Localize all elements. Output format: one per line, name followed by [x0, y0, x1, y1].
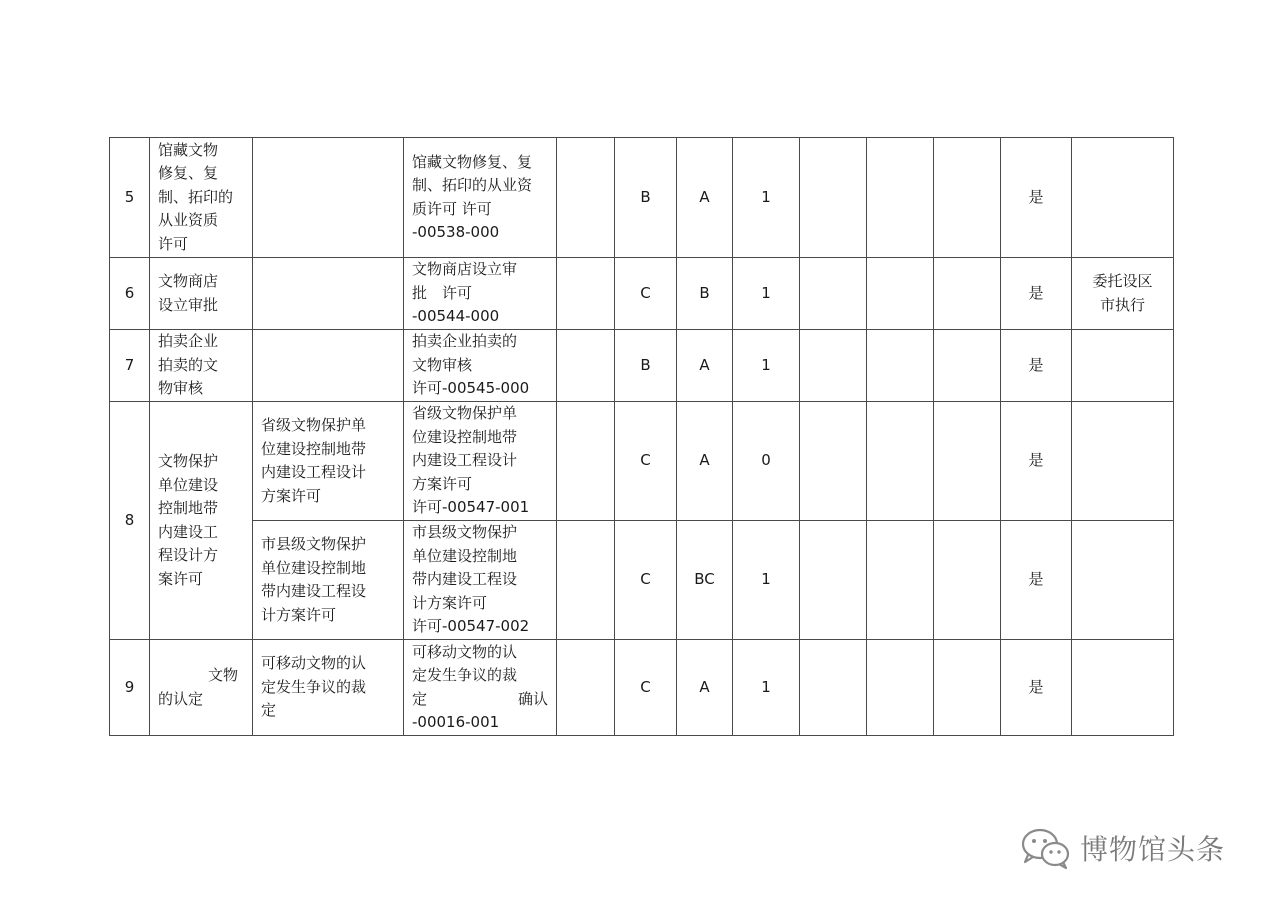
cell-remarks [1072, 640, 1174, 736]
row-number: 7 [110, 330, 150, 402]
cell-k [934, 330, 1001, 402]
cell-j [867, 402, 934, 521]
wechat-icon [1020, 826, 1072, 870]
cell-i [800, 330, 867, 402]
cell-i [800, 402, 867, 521]
cell-f: C [615, 521, 677, 640]
cell-l: 是 [1001, 258, 1072, 330]
cell-f: C [615, 640, 677, 736]
table-row [110, 640, 1174, 736]
cell-j [867, 138, 934, 258]
license-code: 拍卖企业拍卖的 文物审核 许可-00545-000 [404, 330, 557, 402]
cell-j [867, 330, 934, 402]
cell-remarks [1072, 330, 1174, 402]
cell-l: 是 [1001, 521, 1072, 640]
cell-k [934, 258, 1001, 330]
item-name-line1: 文物 [208, 666, 239, 684]
license-code-line2: 定发生争议的裁 [412, 666, 518, 684]
cell-k [934, 640, 1001, 736]
table-row [110, 330, 1174, 402]
sub-item [253, 138, 404, 258]
cell-h: 0 [733, 402, 800, 521]
cell-e [557, 138, 615, 258]
cell-f: C [615, 258, 677, 330]
cell-g: BC [677, 521, 733, 640]
licensing-table [109, 137, 1174, 736]
cell-l: 是 [1001, 640, 1072, 736]
cell-g: B [677, 258, 733, 330]
license-code-line3a: 定 [412, 689, 428, 708]
license-code: 文物商店设立审 批 许可 -00544-000 [404, 258, 557, 330]
cell-l: 是 [1001, 330, 1072, 402]
license-code-line4: -00016-001 [412, 713, 500, 731]
cell-l: 是 [1001, 402, 1072, 521]
table-row [110, 402, 1174, 521]
cell-j [867, 258, 934, 330]
watermark-text: 博物馆头条 [1080, 833, 1226, 866]
cell-h: 1 [733, 640, 800, 736]
cell-h: 1 [733, 521, 800, 640]
sub-item: 可移动文物的认 定发生争议的裁 定 [253, 640, 404, 736]
cell-i [800, 138, 867, 258]
cell-f: C [615, 402, 677, 521]
license-code-line3b: 确认 [517, 689, 548, 708]
row-number: 9 [110, 640, 150, 736]
cell-h: 1 [733, 258, 800, 330]
cell-g: A [677, 330, 733, 402]
row-number: 6 [110, 258, 150, 330]
row-number: 8 [110, 402, 150, 640]
cell-f: B [615, 138, 677, 258]
cell-e [557, 402, 615, 521]
watermark [1020, 826, 1225, 870]
item-name: 馆藏文物 修复、复 制、拓印的 从业资质 许可 [150, 138, 253, 258]
cell-j [867, 640, 934, 736]
item-name: 文物保护 单位建设 控制地带 内建设工 程设计方 案许可 [150, 402, 253, 640]
sub-item: 市县级文物保护 单位建设控制地 带内建设工程设 计方案许可 [253, 521, 404, 640]
sub-item [253, 258, 404, 330]
cell-remarks [1072, 402, 1174, 521]
cell-e [557, 640, 615, 736]
license-code: 馆藏文物修复、复 制、拓印的从业资 质许可 许可 -00538-000 [404, 138, 557, 258]
cell-i [800, 521, 867, 640]
cell-remarks: 委托设区 市执行 [1072, 258, 1174, 330]
sub-item: 省级文物保护单 位建设控制地带 内建设工程设计 方案许可 [253, 402, 404, 521]
license-code-line1: 可移动文物的认 [412, 642, 518, 661]
cell-k [934, 521, 1001, 640]
cell-k [934, 402, 1001, 521]
cell-k [934, 138, 1001, 258]
cell-i [800, 640, 867, 736]
cell-j [867, 521, 934, 640]
cell-e [557, 521, 615, 640]
cell-g: A [677, 138, 733, 258]
cell-remarks [1072, 521, 1174, 640]
cell-h: 1 [733, 138, 800, 258]
license-code: 市县级文物保护 单位建设控制地 带内建设工程设 计方案许可 许可-00547-002 [404, 521, 557, 640]
cell-h: 1 [733, 330, 800, 402]
cell-g: A [677, 640, 733, 736]
cell-e [557, 258, 615, 330]
cell-l: 是 [1001, 138, 1072, 258]
sub-item [253, 330, 404, 402]
license-code: 省级文物保护单 位建设控制地带 内建设工程设计 方案许可 许可-00547-001 [404, 402, 557, 521]
table-row [110, 138, 1174, 258]
license-code-line3 [412, 688, 548, 712]
item-name [150, 640, 253, 736]
cell-g: A [677, 402, 733, 521]
cell-i [800, 258, 867, 330]
cell-remarks [1072, 138, 1174, 258]
table-row [110, 258, 1174, 330]
table-row [110, 521, 1174, 640]
cell-f: B [615, 330, 677, 402]
item-name-line2: 的认定 [158, 689, 204, 708]
item-name: 文物商店 设立审批 [150, 258, 253, 330]
license-code [404, 640, 557, 736]
item-name: 拍卖企业 拍卖的文 物审核 [150, 330, 253, 402]
row-number: 5 [110, 138, 150, 258]
cell-e [557, 330, 615, 402]
